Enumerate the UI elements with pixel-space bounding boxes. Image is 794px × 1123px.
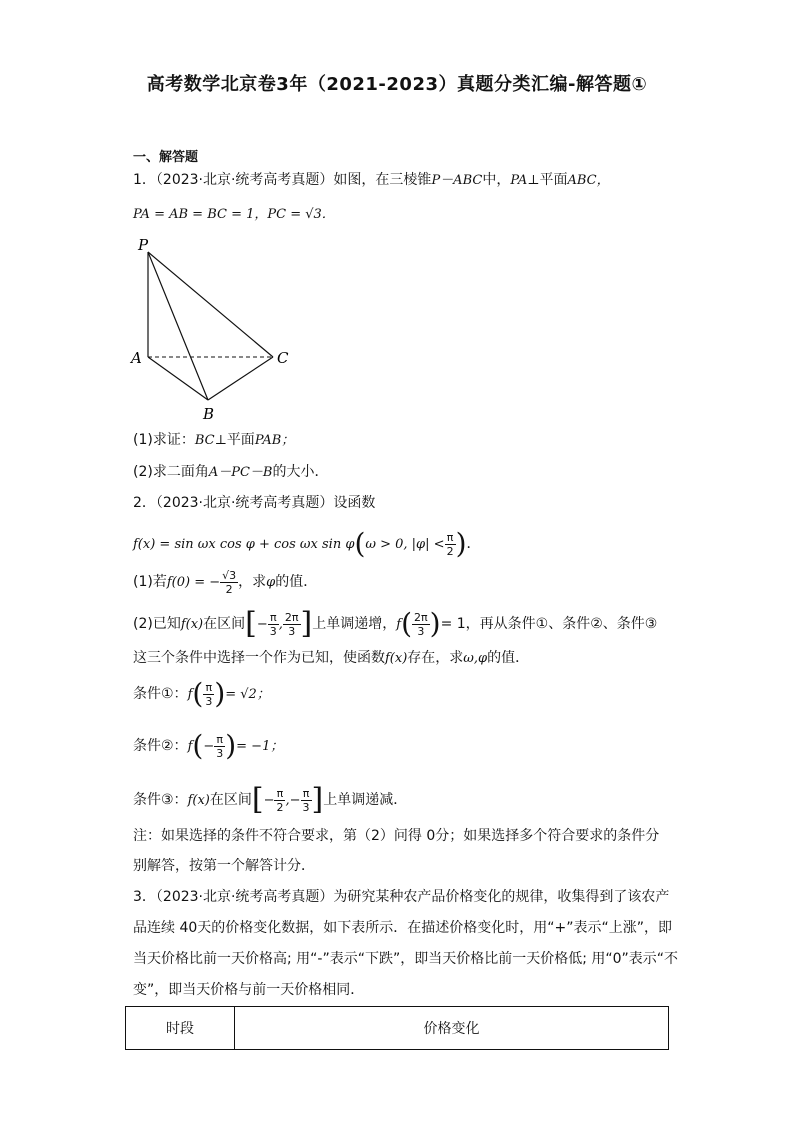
c2-pi-over-3 xyxy=(214,733,225,760)
c3-a: 在区间 xyxy=(209,792,252,808)
frac-num: π xyxy=(445,531,456,545)
bracket-open: [ xyxy=(245,606,257,641)
frac-num: π xyxy=(274,787,285,801)
c2-label: 条件②： xyxy=(133,738,188,754)
section-heading: 一、解答题 xyxy=(133,150,199,165)
q2-head: 2．（2023·北京·统考高考真题）设函数 xyxy=(133,495,376,511)
paren-open: ( xyxy=(354,527,366,560)
c1-label: 条件①： xyxy=(133,686,188,702)
q2-phi: φ xyxy=(266,575,276,590)
frac-num: π xyxy=(301,787,312,801)
q2-function xyxy=(133,524,481,564)
q3-line3: 当天价格比前一天价格高; 用“-”表示“下跌”，即当天价格比前一天价格低; 用“0”表示“不 xyxy=(133,951,679,967)
bracket-close: ] xyxy=(300,606,313,641)
label-a: A xyxy=(131,349,142,367)
frac-num: π xyxy=(268,611,279,625)
edge-bc xyxy=(208,357,273,400)
q1-perp: PA⊥ xyxy=(510,173,540,188)
q2-p2-d: 这三个条件中选择一个作为已知，使函数 xyxy=(133,650,385,666)
q2-condition2 xyxy=(133,726,283,766)
paren-close: ) xyxy=(225,729,237,762)
q1-part1-c: PAB； xyxy=(254,433,295,448)
col-price-change: 价格变化 xyxy=(235,1007,669,1050)
q1-plane: 平面 xyxy=(539,172,568,188)
q1-part2-b: 的大小． xyxy=(272,464,329,480)
q2-p1-a: (1)若 xyxy=(133,574,167,590)
frac-den: 2 xyxy=(446,544,454,558)
c2-val: = −1； xyxy=(236,739,284,754)
edge-pc xyxy=(148,252,273,357)
q1-part1-a: (1)求证： xyxy=(133,432,195,448)
frac-num: 2π xyxy=(414,610,428,624)
q2-p2-f: 的值． xyxy=(487,650,530,666)
q2-p2-a: (2)已知 xyxy=(133,616,181,632)
price-table xyxy=(125,1006,669,1050)
bracket-close: ] xyxy=(311,782,324,817)
q1-given xyxy=(133,204,335,225)
q3-line1: 3．（2023·北京·统考高考真题）为研究某种农产品价格变化的规律，收集得到了该农产 xyxy=(133,889,670,905)
q2-p2-e: 存在，求 xyxy=(407,650,464,666)
q2-func: f(x) = sin ωx cos φ + cos ωx sin φ xyxy=(133,537,355,552)
minus-sign: − xyxy=(203,739,215,754)
frac-den: 2 xyxy=(225,582,233,596)
minus-sign: − xyxy=(256,617,268,632)
paren-close: ) xyxy=(429,607,441,640)
c3-label: 条件③： xyxy=(133,792,188,808)
frac-num: √3 xyxy=(222,568,237,582)
q1-line1 xyxy=(133,170,610,191)
frac-num: π xyxy=(203,681,214,695)
label-b: B xyxy=(203,405,215,423)
q2-omega-phi: ω,φ xyxy=(463,651,488,666)
page-title: 高考数学北京卷3年（2021-2023）真题分类汇编-解答题① xyxy=(146,74,648,95)
q2-pi-over-2 xyxy=(445,531,456,558)
c1-pi-over-3 xyxy=(203,681,214,708)
c1-f: f xyxy=(187,687,193,702)
q2-condition3 xyxy=(133,780,407,820)
frac-den: 2 xyxy=(276,800,284,814)
q2-condition1 xyxy=(133,674,270,714)
q3-line4: 变”，即当天价格与前一天价格相同． xyxy=(133,982,365,998)
q2-p1-c: 的值． xyxy=(275,574,318,590)
q1-part2-m: A－PC－B xyxy=(208,465,273,480)
q2-fx: f(x) xyxy=(180,617,204,632)
comma: ,− xyxy=(285,793,301,808)
q2-p1-m: f(0) = − xyxy=(166,575,221,590)
c2-f: f xyxy=(187,739,193,754)
frac-num: 2π xyxy=(284,610,299,624)
q1-part2 xyxy=(133,462,328,483)
c3-pi-over-2 xyxy=(274,787,285,814)
frac-den: 3 xyxy=(205,694,213,708)
q2-cond: ω > 0, |φ| < xyxy=(365,537,445,552)
q2-p1-b: ，求 xyxy=(238,574,267,590)
q2-note1: 注：如果选择的条件不符合要求，第（2）问得 0分；如果选择多个符合要求的条件分 xyxy=(133,828,660,844)
paren-open: ( xyxy=(192,677,204,710)
c3-pi-over-3 xyxy=(301,787,312,814)
col-period: 时段 xyxy=(126,1007,235,1050)
frac-den: 3 xyxy=(288,624,296,638)
q2-eq1: = 1，再从条件①、条件②、条件③ xyxy=(440,616,658,632)
q2-p2-b: 在区间 xyxy=(203,616,246,632)
label-p: P xyxy=(138,236,149,254)
frac-den: 3 xyxy=(417,624,425,638)
q1-head: 1．（2023·北京·统考高考真题）如图，在三棱锥 xyxy=(133,172,432,188)
q1-pabc: P－ABC xyxy=(431,173,483,188)
minus-sign: − xyxy=(263,793,275,808)
c3-fx: f(x) xyxy=(187,793,210,808)
paren-open: ( xyxy=(401,607,412,640)
table-header-row xyxy=(126,1007,669,1050)
q1-abc: ABC， xyxy=(567,173,610,188)
frac-den: 3 xyxy=(302,800,310,814)
q2-sqrt3-over-2 xyxy=(220,569,238,596)
q1-given-text: PA = AB = BC = 1，PC = √3． xyxy=(133,207,335,222)
c3-b: 上单调递减． xyxy=(323,792,408,808)
q1-mid: 中， xyxy=(482,172,511,188)
q2-part2 xyxy=(133,604,657,644)
paren-open: ( xyxy=(192,729,204,762)
q2-fx-2: f(x) xyxy=(385,651,408,666)
q2-dot: ． xyxy=(466,536,481,552)
q2-f: f xyxy=(396,617,402,632)
paren-close: ) xyxy=(214,677,226,710)
bracket-open: [ xyxy=(251,782,264,817)
q1-part1 xyxy=(133,430,294,451)
q3-line2: 品连续 40天的价格变化数据，如下表所示．在描述价格变化时，用“+”表示“上涨”，即 xyxy=(133,920,673,936)
frac-den: 3 xyxy=(216,746,224,760)
frac-num: π xyxy=(214,733,225,747)
q1-part2-a: (2)求二面角 xyxy=(133,464,209,480)
q1-part1-b: 平面 xyxy=(226,432,255,448)
comma: , xyxy=(278,617,283,632)
q2-part2-line2 xyxy=(133,648,529,669)
q2-p2-c: 上单调递增， xyxy=(312,616,397,632)
label-c: C xyxy=(277,349,289,367)
paren-close: ) xyxy=(455,527,467,560)
q2-note2: 别解答，按第一个解答计分． xyxy=(133,858,315,874)
q2-part1 xyxy=(133,562,317,602)
q2-2pi-over-3-arg xyxy=(412,611,430,638)
q1-part1-m: BC⊥ xyxy=(194,433,227,448)
q2-pi-over-3 xyxy=(268,611,279,638)
tetrahedron-figure xyxy=(128,232,298,427)
c1-val: = √2； xyxy=(225,687,270,702)
frac-den: 3 xyxy=(269,624,277,638)
q2-2pi-over-3 xyxy=(283,611,301,638)
